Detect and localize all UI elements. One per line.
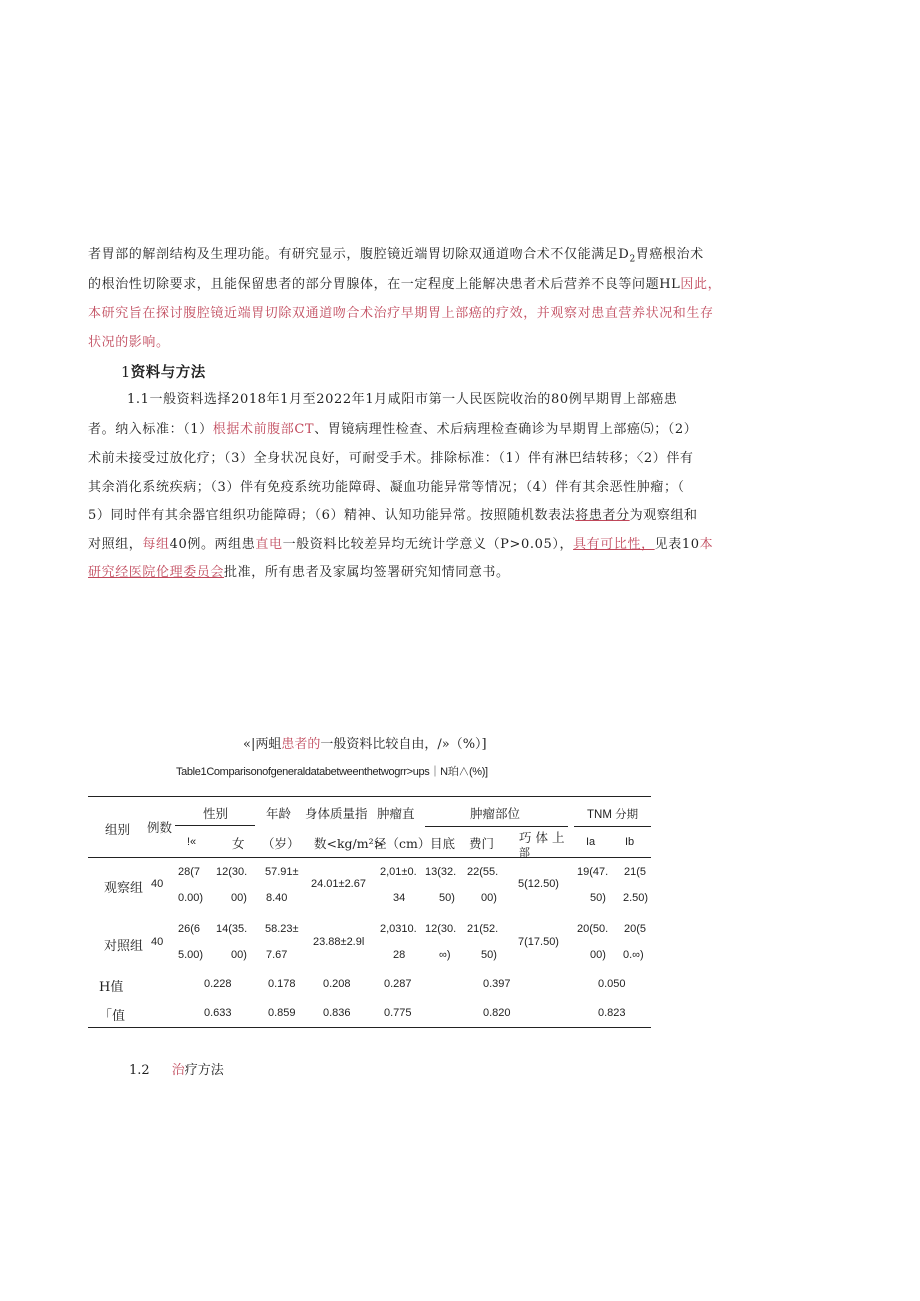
header-tumor-size: 肿瘤直 <box>377 806 415 821</box>
paragraph1-line1 <box>88 247 704 268</box>
cell-female-b: 00) <box>231 949 247 961</box>
cell-site2-a: 22(55. <box>467 866 499 878</box>
cell-site3: 5(12.50) <box>518 878 559 890</box>
paragraph2-line6 <box>88 537 713 553</box>
table-header-rule <box>88 857 651 858</box>
section-number: 1 <box>121 365 131 381</box>
paragraph1-line2 <box>88 277 721 293</box>
header-tnm-ib: Ib <box>625 836 635 848</box>
cell-female-a: 12(30. <box>216 866 248 878</box>
paragraph2-line5 <box>88 508 698 524</box>
section-1-2-title: 疗方法 <box>184 1063 224 1078</box>
p2l2-a: 者。纳入标准：（1） <box>88 422 213 437</box>
p2l2-red: 根据术前腹部CT <box>212 422 315 437</box>
stat-size: 0.775 <box>384 1007 412 1019</box>
p2l6-c: 一般资料比较差异均无统计学意义（P>0.05）， <box>282 537 574 552</box>
paragraph2-line3: 术前未接受过放化疗；（3）全身状况良好，可耐受手术。排除标准：（1）伴有淋巴结转移；〈2）伴有 <box>88 451 694 466</box>
p2l6-d: 见表10 <box>654 537 700 552</box>
cell-ia-a: 20(50. <box>577 923 609 935</box>
header-site-cardia: 费门 <box>469 836 495 851</box>
header-male: !« <box>187 836 197 848</box>
cell-bmi: 24.01±2.67 <box>311 878 366 890</box>
p2l7-b: 批准，所有患者及家属均签署研究知情同意书。 <box>224 565 510 580</box>
cell-site3: 7(17.50) <box>518 936 559 948</box>
p2l5-a: 5）同时伴有其余器官组织功能障碍；（6）精神、认知功能异常。按照随机数表法 <box>88 508 576 523</box>
header-bmi: 身体质量指 <box>305 806 368 821</box>
paragraph2-line7 <box>88 565 510 581</box>
cell-age-b: 7.67 <box>266 949 288 961</box>
header-tumor-size-unit: 径（cm） <box>374 836 431 851</box>
site-header-rule <box>425 826 568 827</box>
stat-tnm: 0.823 <box>598 1007 626 1019</box>
p2l6-red2: 直电 <box>255 537 283 552</box>
section-1-2-number: 1.2 <box>129 1063 150 1078</box>
caption-cn-a: «|两蛆 <box>243 737 282 752</box>
cell-female-a: 14(35. <box>216 923 248 935</box>
row-count: 40 <box>151 878 164 890</box>
stat-bmi: 0.208 <box>323 978 351 990</box>
cell-ib-b: 2.50) <box>623 892 649 904</box>
stat-size: 0.287 <box>384 978 412 990</box>
header-tnm-ia: Ia <box>586 836 596 848</box>
p2l5-b: 为观察组和 <box>629 508 698 523</box>
paragraph1-line3: 本研究旨在探讨腹腔镜近端胃切除双通道吻合术治疗早期胃上部癌的疗效，并观察对患直营养状况和生存 <box>88 306 714 321</box>
row-count: 40 <box>151 936 164 948</box>
paragraph1-line4: 状况的影响。 <box>88 335 170 350</box>
header-site-upper-body-2: 部 <box>519 846 530 859</box>
cell-size-b: 28 <box>393 949 406 961</box>
row-label: 对照组 <box>104 939 144 954</box>
p2l6-red3: 本 <box>699 537 714 552</box>
p2l5-underlined: 将患者分 <box>575 508 630 523</box>
cell-male-a: 28(7 <box>178 866 201 878</box>
table-caption-en: Table1Comparisonofgeneraldatabetweenthetwogrr>ups｜N珀∧(%)] <box>176 766 488 778</box>
paragraph1-line1-text: 者胃部的解剖结构及生理功能。有研究显示，腹腔镜近端胃切除双通道吻合术不仅能满足D <box>88 247 630 262</box>
cell-age-a: 58.23± <box>265 923 299 935</box>
cell-male-b: 5.00) <box>178 949 204 961</box>
stat-sex: 0.228 <box>204 978 232 990</box>
paragraph1-line2-red: 因此， <box>680 277 722 292</box>
stat-age: 0.859 <box>268 1007 296 1019</box>
header-tnm: TNM 分期 <box>587 809 639 821</box>
header-age: 年龄 <box>266 806 292 821</box>
paragraph1-line2-text: 的根治性切除要求，且能保留患者的部分胃腺体，在一定程度上能解决患者术后营养不良等问题HL <box>88 277 681 292</box>
header-age-unit: （岁） <box>262 836 300 851</box>
cell-size-a: 2,0310. <box>380 923 417 935</box>
section-1-2-heading <box>129 1059 224 1078</box>
section-heading <box>121 361 206 382</box>
cell-male-a: 26(6 <box>178 923 201 935</box>
header-sex: 性别 <box>203 806 229 821</box>
cell-bmi: 23.88±2.9l <box>313 936 365 948</box>
subscript: 2 <box>629 254 636 265</box>
p2l6-a: 对照组， <box>88 537 143 552</box>
cell-ia-b: 00) <box>590 949 606 961</box>
header-bmi-unit: 数<kg/m²> <box>314 836 385 851</box>
cell-site1-b: ∞) <box>439 949 451 961</box>
stat-bmi: 0.836 <box>323 1007 351 1019</box>
p2l6-red: 每组 <box>142 537 170 552</box>
caption-cn-b: 一般资料比较自由，/»（%）] <box>320 737 487 752</box>
cell-size-a: 2,01±0. <box>380 866 417 878</box>
stat-age: 0.178 <box>268 978 296 990</box>
cell-site2-b: 50) <box>481 949 497 961</box>
table-caption-cn <box>243 733 487 752</box>
cell-ia-a: 19(47. <box>577 866 609 878</box>
tnm-header-rule <box>574 826 651 827</box>
cell-site1-a: 12(30. <box>425 923 457 935</box>
stat-tnm: 0.050 <box>598 978 626 990</box>
paragraph1-line1-tail: 胃癌根治术 <box>635 247 704 262</box>
cell-age-a: 57.91± <box>265 866 299 878</box>
cell-ib-a: 20(5 <box>624 923 647 935</box>
row-label: 观察组 <box>104 881 144 896</box>
header-female: 女 <box>232 836 245 851</box>
p2l7-red: 研究经医院伦理委员会 <box>88 565 225 580</box>
cell-size-b: 34 <box>393 892 406 904</box>
p2l2-b: 、胃镜病理性检查、术后病理检查确诊为早期胃上部癌⑸；（2） <box>314 422 698 437</box>
cell-ia-b: 50) <box>590 892 606 904</box>
caption-cn-red: 患者的 <box>281 737 321 752</box>
cell-ib-b: 0.∞) <box>623 949 644 961</box>
paragraph2-line4: 其余消化系统疾病；（3）伴有免疫系统功能障碍、凝血功能异常等情况；（4）伴有其余恶性肿瘤；（ <box>88 480 685 495</box>
paragraph2-line2 <box>88 422 697 438</box>
p2l6-b: 40例。两组患 <box>169 537 256 552</box>
stat-sex: 0.633 <box>204 1007 232 1019</box>
stat-label: H值 <box>99 980 124 995</box>
table-bottom-rule <box>88 1027 651 1028</box>
table-top-rule <box>88 796 651 797</box>
cell-site1-b: 50) <box>439 892 455 904</box>
cell-ib-a: 21(5 <box>624 866 647 878</box>
paragraph2-line1: 1.1一般资料选择2018年1月至2022年1月咸阳市第一人民医院收治的80例早期胃上部癌患 <box>127 392 678 407</box>
stat-label: 「值 <box>99 1009 126 1024</box>
stat-site: 0.397 <box>483 978 511 990</box>
header-count: 例数 <box>147 820 173 835</box>
section-1-2-red: 治 <box>171 1063 185 1078</box>
header-site-fundus: 目底 <box>430 836 456 851</box>
cell-age-b: 8.40 <box>266 892 288 904</box>
header-site-upper-body: 巧 体 上 <box>519 830 565 845</box>
p2l6-underlined: 具有可比性， <box>573 537 655 552</box>
header-tumor-site: 肿瘤部位 <box>470 806 521 821</box>
cell-site1-a: 13(32. <box>425 866 457 878</box>
section-title: 资料与方法 <box>130 365 206 381</box>
cell-site2-b: 00) <box>481 892 497 904</box>
cell-male-b: 0.00) <box>178 892 204 904</box>
stat-site: 0.820 <box>483 1007 511 1019</box>
header-group: 组别 <box>105 822 131 837</box>
sex-header-rule <box>175 825 255 826</box>
cell-site2-a: 21(52. <box>467 923 499 935</box>
cell-female-b: 00) <box>231 892 247 904</box>
